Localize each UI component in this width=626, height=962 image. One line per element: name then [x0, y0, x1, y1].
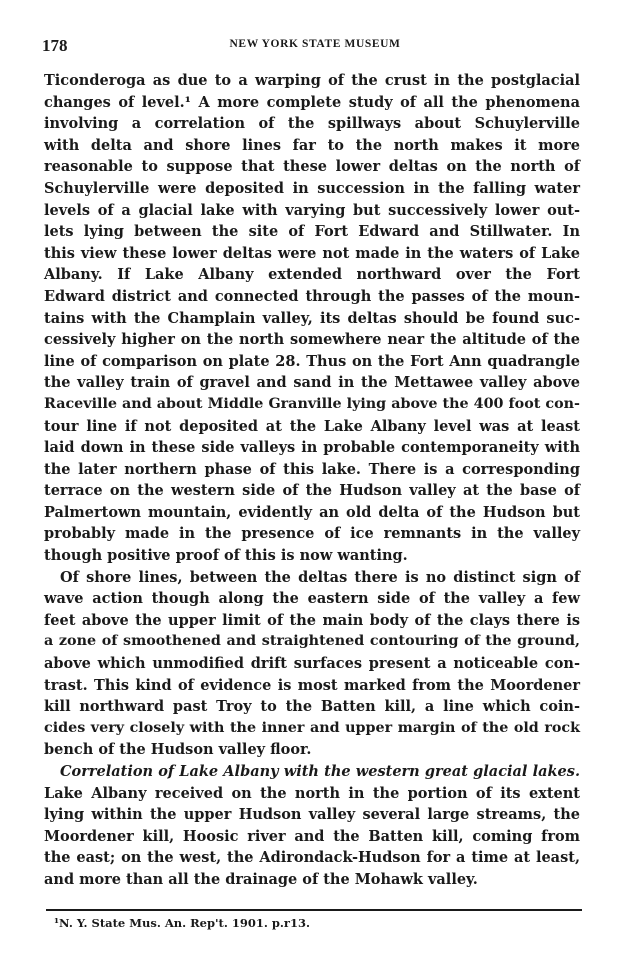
- text-line: reasonable to suppose that these lower deltas on the north of: [44, 158, 580, 176]
- text-line: kill northward past Troy to the Batten kill, a line which coin-: [44, 698, 580, 716]
- text-line: Of shore lines, between the deltas there is no distinct sign of: [60, 568, 580, 586]
- footnote-rule: [46, 909, 582, 911]
- text-line: the east; on the west, the Adirondack-Hudson for a time at least,: [44, 849, 580, 867]
- text-line: Edward district and connected through the passes of the moun-: [44, 287, 580, 305]
- text-line: lying within the upper Hudson valley several large streams, the: [44, 806, 580, 824]
- text-line: with delta and shore lines far to the north makes it more: [44, 136, 580, 154]
- page-header: [42, 36, 588, 54]
- footnote: ¹N. Y. State Mus. An. Rep't. 1901. p.r13.: [54, 916, 310, 930]
- text-line: Lake Albany received on the north in the portion of its extent: [44, 784, 580, 802]
- text-line: the later northern phase of this lake. There is a corresponding: [44, 460, 580, 478]
- text-line: cides very closely with the inner and upper margin of the old rock: [44, 719, 580, 736]
- text-line: though positive proof of this is now wanting.: [44, 547, 408, 565]
- section-heading: Correlation of Lake Albany with the western great glacial lakes.: [60, 763, 580, 780]
- text-line: terrace on the western side of the Hudson valley at the base of: [44, 482, 580, 500]
- text-line: Schuylerville were deposited in succession in the falling water: [44, 179, 580, 197]
- text-line: bench of the Hudson valley floor.: [44, 741, 312, 759]
- page-number: 178: [42, 36, 68, 55]
- text-line: this view these lower deltas were not made in the waters of Lake: [44, 244, 580, 262]
- text-line: the valley train of gravel and sand in the Mettawee valley above: [44, 374, 580, 392]
- text-line: involving a correlation of the spillways about Schuylerville: [44, 115, 580, 133]
- text-line: Moordener kill, Hoosic river and the Batten kill, coming from: [44, 827, 580, 845]
- text-line: probably made in the presence of ice remnants in the valley: [44, 525, 580, 543]
- text-line: and more than all the drainage of the Mohawk valley.: [44, 870, 478, 888]
- running-title: NEW YORK STATE MUSEUM: [229, 38, 401, 50]
- text-line: trast. This kind of evidence is most marked from the Moordener: [44, 676, 580, 694]
- text-line: cessively higher on the north somewhere near the altitude of the: [44, 331, 580, 349]
- text-line: Raceville and about Middle Granville lying above the 400 foot con-: [44, 395, 580, 412]
- text-line: Ticonderoga as due to a warping of the crust in the postglacial: [44, 72, 580, 89]
- text-line: Albany. If Lake Albany extended northward over the Fort: [44, 266, 580, 284]
- text-line: line of comparison on plate 28. Thus on the Fort Ann quadrangle: [44, 352, 580, 370]
- text-line: above which unmodified drift surfaces present a noticeable con-: [44, 655, 580, 673]
- text-line: Palmertown mountain, evidently an old delta of the Hudson but: [44, 503, 580, 521]
- body-text: [44, 70, 580, 891]
- text-line: wave action though along the eastern side of the valley a few: [44, 590, 580, 608]
- text-line: lets lying between the site of Fort Edward and Stillwater. In: [44, 223, 580, 241]
- text-line: tour line if not deposited at the Lake Albany level was at least: [44, 417, 580, 435]
- text-line: levels of a glacial lake with varying but successively lower out-: [44, 201, 580, 219]
- text-line: tains with the Champlain valley, its deltas should be found suc-: [44, 309, 580, 327]
- text-line: changes of level.¹ A more complete study of all the phenomena: [44, 93, 580, 111]
- text-line: feet above the upper limit of the main body of the clays there is: [44, 611, 580, 629]
- text-line: laid down in these side valleys in probable contemporaneity with: [44, 439, 580, 457]
- text-line: a zone of smoothened and straightened contouring of the ground,: [44, 633, 580, 650]
